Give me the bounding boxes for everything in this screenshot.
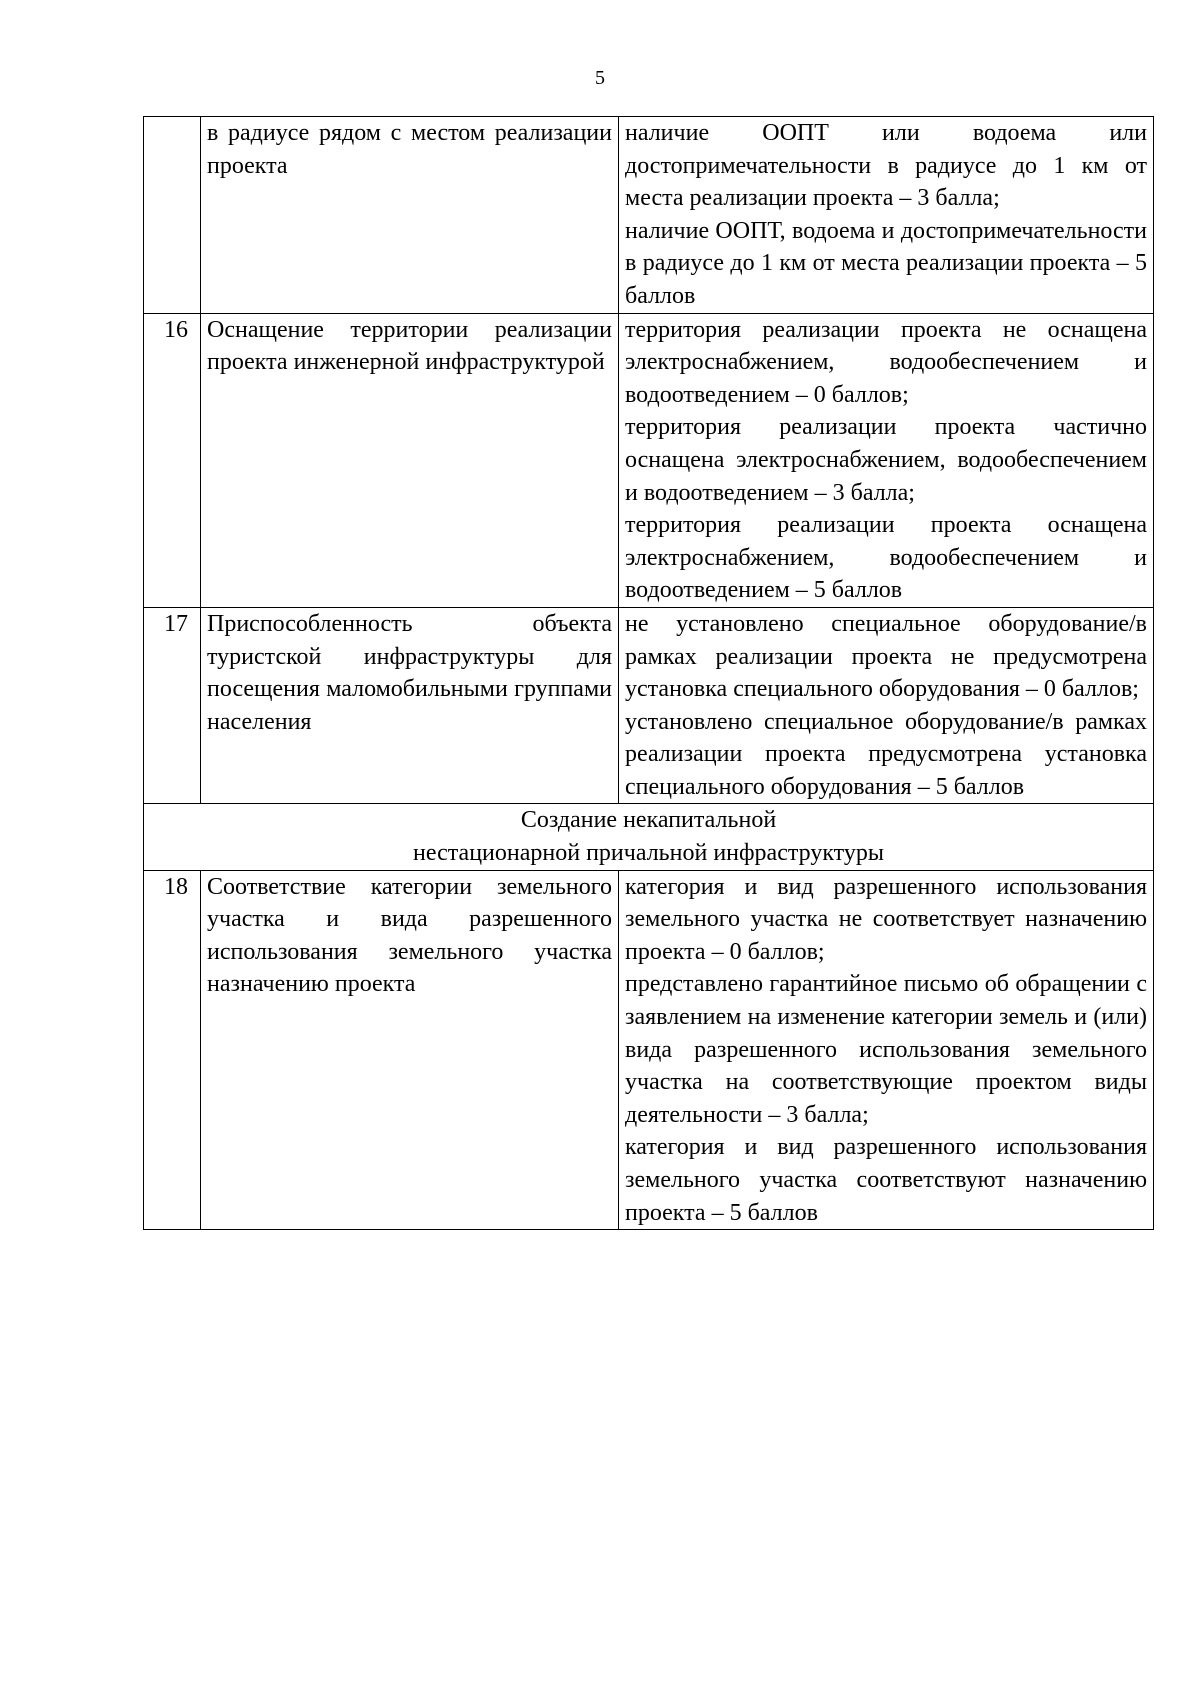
score-option: наличие ООПТ или водоема или достопримечательности в радиусе до 1 км от места реализации проекта – 3 балла; — [625, 120, 1147, 212]
score-option: не установлено специальное оборудование/в рамках реализации проекта не предусмотрена установка специального оборудования – 0 баллов; — [625, 610, 1147, 703]
row-number: 16 — [144, 313, 201, 607]
score-option: установлено специальное оборудование/в рамках реализации проекта предусмотрена установка специального оборудования – 5 баллов — [625, 708, 1147, 800]
section-heading-line: нестационарной причальной инфраструктуры — [413, 840, 884, 867]
section-heading-line: Создание некапитальной — [520, 807, 777, 834]
score-cell — [619, 870, 1154, 1230]
score-cell — [619, 607, 1154, 804]
row-number — [144, 117, 201, 314]
score-cell — [619, 117, 1154, 314]
score-option: территория реализации проекта частично оснащена электроснабжением, водообеспечением и водоотведением – 3 балла; — [625, 414, 1147, 506]
score-option: наличие ООПТ, водоема и достопримечательности в радиусе до 1 км от места реализации проекта – 5 баллов — [625, 217, 1147, 309]
score-option: территория реализации проекта не оснащена электроснабжением, водообеспечением и водоотведением – 0 баллов; — [625, 316, 1147, 408]
score-cell — [619, 313, 1154, 607]
criterion-text: Оснащение территории реализации проекта инженерной инфраструктурой — [201, 313, 619, 607]
table-row — [144, 870, 1154, 1230]
section-heading-row — [144, 804, 1154, 870]
row-number: 18 — [144, 870, 201, 1230]
page-number: 5 — [595, 67, 605, 89]
score-option: представлено гарантийное письмо об обращении с заявлением на изменение категории земель и (или) вида разрешенного использования земельного участка на соответствующие проектом виды деятельности – 3 балла; — [625, 971, 1147, 1128]
criteria-table — [143, 116, 1154, 1230]
table-row — [144, 117, 1154, 314]
table-row — [144, 607, 1154, 804]
score-option: категория и вид разрешенного использования земельного участка не соответствует назначению проекта – 0 баллов; — [625, 873, 1147, 965]
criterion-text: в радиусе рядом с местом реализации проекта — [201, 117, 619, 314]
row-number: 17 — [144, 607, 201, 804]
section-heading — [144, 804, 1154, 870]
score-option: категория и вид разрешенного использования земельного участка соответствуют назначению проекта – 5 баллов — [625, 1134, 1147, 1226]
table-row — [144, 313, 1154, 607]
criterion-text: Соответствие категории земельного участка и вида разрешенного использования земельного участка назначению проекта — [201, 870, 619, 1230]
score-option: территория реализации проекта оснащена электроснабжением, водообеспечением и водоотведением – 5 баллов — [625, 512, 1147, 604]
criterion-text: Приспособленность объекта туристской инфраструктуры для посещения маломобильными группами населения — [201, 607, 619, 804]
